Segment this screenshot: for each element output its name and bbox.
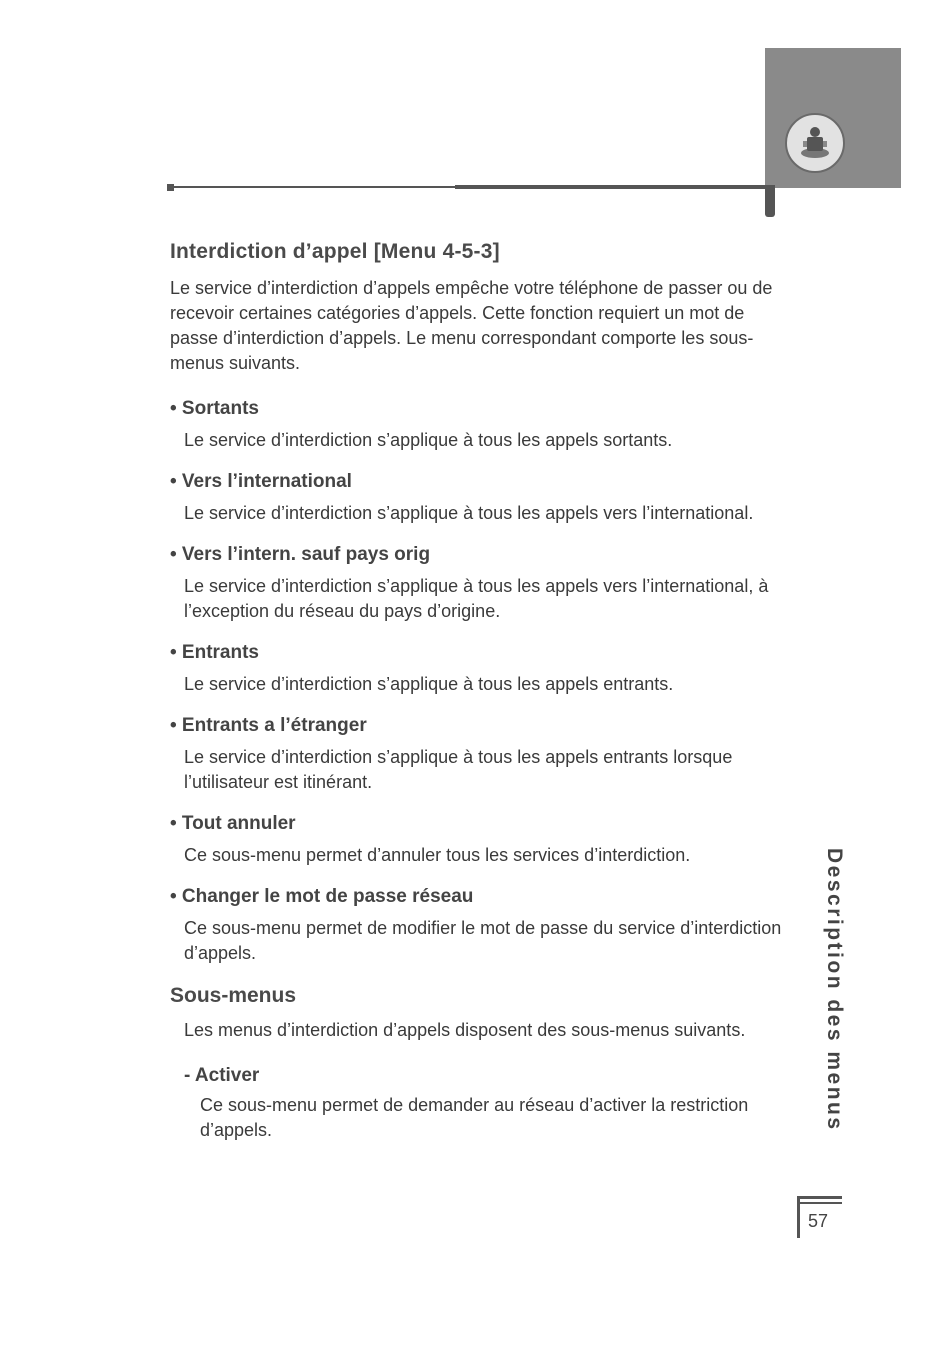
- submenus-description: Les menus d’interdiction d’appels disposent des sous-menus suivants.: [184, 1020, 746, 1040]
- section-heading: Interdiction d’appel [Menu 4-5-3]: [170, 240, 500, 263]
- item-title: • Entrants: [170, 642, 259, 663]
- list-item: [170, 813, 790, 868]
- chapter-tab-stem: [765, 185, 775, 217]
- section-intro: Le service d’interdiction d’appels empêche votre téléphone de passer ou de recevoir certaines catégories d’appels. Cette fonction requiert un mot de passe d’interdiction d’appels. Le menu correspondant comporte les sous-menus suivants.: [170, 278, 773, 373]
- item-title: • Sortants: [170, 398, 259, 419]
- list-item: [170, 398, 790, 453]
- item-title: • Vers l’intern. sauf pays orig: [170, 544, 431, 565]
- menu-section-icon: [785, 113, 845, 173]
- list-item: [170, 715, 790, 795]
- list-item: [170, 642, 790, 697]
- item-description: Le service d’interdiction s’applique à tous les appels entrants.: [184, 674, 674, 694]
- item-title: • Entrants a l’étranger: [170, 715, 367, 736]
- item-description: Ce sous-menu permet d’annuler tous les services d’interdiction.: [184, 845, 691, 865]
- page-number-rule-vertical: [797, 1196, 800, 1238]
- page-number: 57: [808, 1211, 829, 1231]
- page-content: [170, 240, 790, 1143]
- item-description: Le service d’interdiction s’applique à tous les appels vers l’international.: [184, 503, 754, 523]
- item-description: Le service d’interdiction s’applique à tous les appels sortants.: [184, 430, 673, 450]
- menu-section-icon-graphic: [787, 115, 843, 171]
- item-description: Le service d’interdiction s’applique à tous les appels entrants lorsque l’utilisateur est itinérant.: [184, 747, 733, 792]
- item-title: • Tout annuler: [170, 813, 296, 834]
- submenu-item-description: Ce sous-menu permet de demander au réseau d’activer la restriction d’appels.: [200, 1095, 749, 1140]
- page-number-rule: [797, 1202, 842, 1204]
- item-title: • Vers l’international: [170, 471, 352, 492]
- page-number-rule: [797, 1196, 842, 1199]
- list-item: [170, 471, 790, 526]
- submenu-item-title: - Activer: [184, 1065, 260, 1086]
- submenus-heading: Sous-menus: [170, 984, 297, 1007]
- side-chapter-label: Description des menus: [823, 848, 846, 1132]
- item-description: Ce sous-menu permet de modifier le mot de passe du service d’interdiction d’appels.: [184, 918, 782, 963]
- list-item: [170, 544, 790, 624]
- list-item: [170, 886, 790, 966]
- item-title: • Changer le mot de passe réseau: [170, 886, 474, 907]
- header-rule: [170, 186, 455, 188]
- header-rule-thick: [455, 185, 770, 189]
- item-description: Le service d’interdiction s’applique à tous les appels vers l’international, à l’exception du réseau du pays d’origine.: [184, 576, 769, 621]
